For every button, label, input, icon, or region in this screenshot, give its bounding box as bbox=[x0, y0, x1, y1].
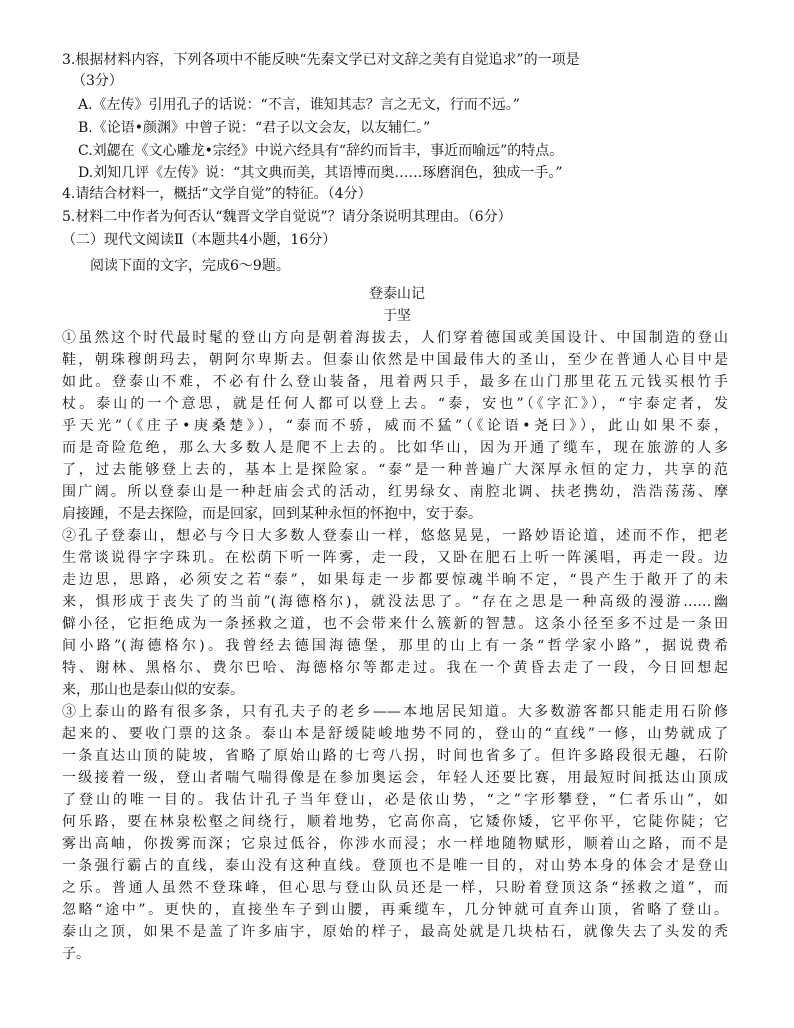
article-line: 来，惧形成于丧失了的当前”(海德格尔)，就没法思了。“存在之思是一种高级的漫游……幽 bbox=[62, 594, 728, 610]
article-line: 雾出高岫，你拨雾而深；它泉过低谷，你涉水而浸；水一样地随物赋形，顺着山之路，而不是 bbox=[62, 836, 728, 852]
article-line: 特、谢林、黑格尔、费尔巴哈、海德格尔等都走过。我在一个黄昏去走了一段，今日回想起 bbox=[62, 660, 728, 676]
section-instruction: 阅读下面的文字，完成6～9题。 bbox=[90, 258, 290, 274]
question-4: 4.请结合材料一，概括“文学自觉”的特征。（4分） bbox=[62, 186, 372, 202]
article-line: 了登山的唯一目的。我估计孔子当年登山，必是依山势，“之”字形攀登，“仁者乐山”，如 bbox=[62, 792, 728, 808]
article-line: 一条直达山顶的陡坡，省略了原始山路的七弯八拐，时间也省多了。但许多路段很无趣，石阶 bbox=[62, 748, 728, 764]
article-line: 泰山之顶，如果不是盖了许多庙宇，原始的样子，最高处就是几块枯石，就像失去了头发的秃 bbox=[62, 924, 728, 940]
article-line: 走边思，思路，必须安之若“泰”，如果每走一步都要惊魂半晌不定，“畏产生于敞开了的未 bbox=[62, 572, 728, 588]
article-line: 来，那山也是泰山似的安泰。 bbox=[62, 682, 244, 698]
article-line: 一级接着一级，登山者喘气喘得像是在参加奥运会，年轻人还要比赛，用最短时间抵达山顶成 bbox=[62, 770, 728, 786]
article-line: 围广阔。所以登泰山是一种赶庙会式的活动，红男绿女、南腔北调、扶老携幼，浩浩荡荡、摩 bbox=[62, 484, 728, 500]
article-line: ①虽然这个时代最时髦的登山方向是朝着海拔去，人们穿着德国或美国设计、中国制造的登山 bbox=[62, 330, 728, 346]
article-line: ②孔子登泰山，想必与今日大多数人登泰山一样，悠悠晃晃，一路妙语论道，述而不作，把老 bbox=[62, 528, 728, 544]
question-5: 5.材料二中作者为何否认“魏晋文学自觉说”？请分条说明其理由。（6分） bbox=[62, 209, 512, 225]
article-line: 肩接踵，不是去探险，而是回家，回到某种永恒的怀抱中，安于泰。 bbox=[62, 506, 482, 522]
article-line: 生常谈说得字字珠玑。在松荫下听一阵雾，走一段，又卧在肥石上听一阵溪唱，再走一段。边 bbox=[62, 550, 728, 566]
article-line: 乎天光”（《庄子•庚桑楚》），“泰而不骄，威而不猛”（《论语•尧曰》），此山如果不泰， bbox=[62, 418, 728, 434]
article-author: 于坚 bbox=[383, 308, 411, 324]
question-3-option-a: A.《左传》引用孔子的话说：“不言，谁知其志？言之无文，行而不远。” bbox=[78, 97, 520, 113]
section-heading: （二）现代文阅读Ⅱ（本题共4小题，16分） bbox=[62, 232, 337, 248]
article-line: 一条强行霸占的直线，泰山没有这种直线。登顶也不是唯一目的，对山势本身的体会才是登山 bbox=[62, 858, 728, 874]
question-3-option-c: C.刘勰在《文心雕龙•宗经》中说六经具有“辞约而旨丰，事近而喻远”的特点。 bbox=[78, 143, 564, 159]
article-line: 而是奇险危绝，那么大多数人是爬不上去的。比如华山，因为开通了缆车，现在旅游的人多 bbox=[62, 440, 728, 456]
question-3-option-b: B.《论语•颜渊》中曾子说：“君子以文会友，以友辅仁。” bbox=[78, 120, 431, 136]
article-line: 了，过去能够登上去的，基本上是探险家。“泰”是一种普遍广大深厚永恒的定力，共享的范 bbox=[62, 462, 728, 478]
question-3-option-d: D.刘知几评《左传》说：“其文典而美，其语博而奥……琢磨润色，独成一手。” bbox=[78, 165, 563, 181]
question-3-stem: 3.根据材料内容，下列各项中不能反映“先秦文学已对文辞之美有自觉追求”的一项是 bbox=[62, 52, 580, 68]
article-line: 起来的、要收门票的这条。泰山本是舒缓陡峻地势不同的，登山的“直线”一修，山势就成了 bbox=[62, 726, 728, 742]
article-title: 登泰山记 bbox=[369, 286, 425, 302]
article-line: 间小路”(海德格尔)。我曾经去德国海德堡，那里的山上有一条“哲学家小路”，据说费希 bbox=[62, 638, 728, 654]
article-line: 僻小径，它拒绝成为一条拯救之道，也不会带来什么簇新的智慧。这条小径至多不过是一条田 bbox=[62, 616, 728, 632]
article-line: 之乐。普通人虽然不登珠峰，但心思与登山队员还是一样，只盼着登顶这条“拯救之道”，而 bbox=[62, 880, 728, 896]
article-line: 忽略“途中”。更快的，直接坐车子到山腰，再乘缆车，几分钟就可直奔山顶，省略了登山。 bbox=[62, 902, 728, 918]
article-line: 子。 bbox=[62, 946, 90, 962]
article-line: 鞋，朝珠穆朗玛去，朝阿尔卑斯去。但泰山依然是中国最伟大的圣山，至少在普通人心目中是 bbox=[62, 352, 728, 368]
article-line: 杖。泰山的一个意思，就是任何人都可以登上去。“泰，安也”（《字汇》），“宇泰定者，发 bbox=[62, 396, 728, 412]
article-line: 何乐路，要在林泉松壑之间绕行，顺着地势，它高你高，它矮你矮，它平你平，它陡你陡；它 bbox=[62, 814, 728, 830]
article-line: ③上泰山的路有很多条，只有孔夫子的老乡——本地居民知道。大多数游客都只能走用石阶修 bbox=[62, 704, 728, 720]
article-line: 如此。登泰山不难，不必有什么登山装备，甩着两只手，最多在山门那里花五元钱买根竹手 bbox=[62, 374, 728, 390]
question-3-points: （3分） bbox=[72, 73, 123, 89]
